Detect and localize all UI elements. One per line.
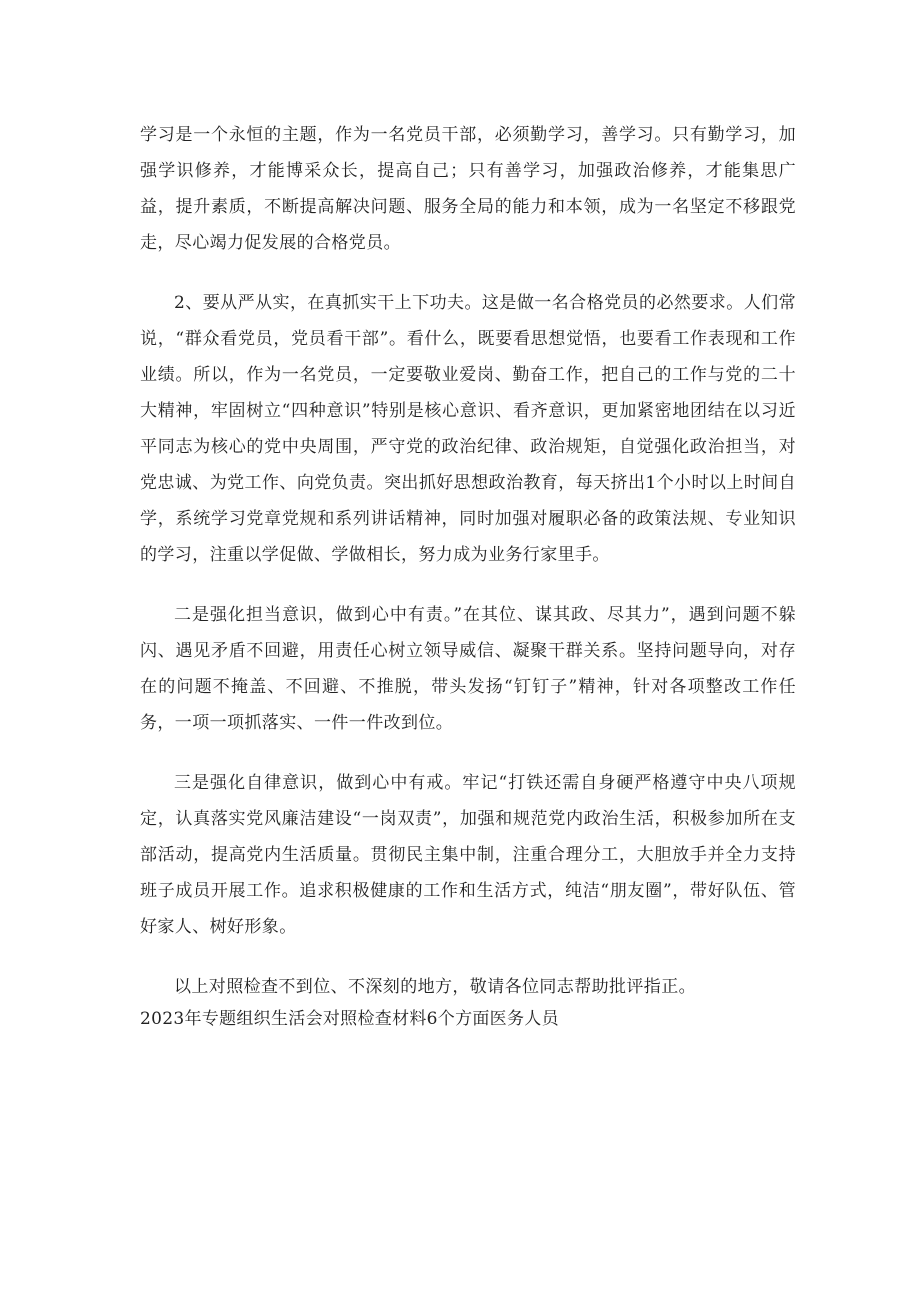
paragraph-strict-practice: 2、要从严从实，在真抓实干上下功夫。这是做一名合格党员的必然要求。人们常说，“群众看党员，党员看干部”。看什么，既要看思想觉悟，也要看工作表现和工作业绩。所以，作为一名党员，一定要敬业爱岗、勤奋工作，把自己的工作与党的二十大精神，牢固树立“四种意识”特别是核心意识、看齐意识，更加紧密地团结在以习近平同志为核心的党中央周围，严守党的政治纪律、政治规矩，自觉强化政治担当，对党忠诚、为党工作、向党负责。突出抓好思想政治教育，每天挤出1个小时以上时间自学，系统学习党章党规和系列讲话精神，同时加强对履职必备的政策法规、专业知识的学习，注重以学促做、学做相长，努力成为业务行家里手。 bbox=[140, 293, 796, 565]
document-footer-title: 2023年专题组织生活会对照检查材料6个方面医务人员 bbox=[140, 1009, 559, 1029]
document-body bbox=[140, 117, 796, 1033]
paragraph-closing: 以上对照检查不到位、不深刻的地方，敬请各位同志帮助批评指正。 bbox=[174, 977, 696, 997]
paragraph-study: 学习是一个永恒的主题，作为一名党员干部，必须勤学习，善学习。只有勤学习，加强学识修养，才能博采众长，提高自己；只有善学习，加强政治修养，才能集思广益，提升素质，不断提高解决问题、服务全局的能力和本领，成为一名坚定不移跟党走，尽心竭力促发展的合格党员。 bbox=[140, 125, 796, 253]
paragraph-responsibility: 二是强化担当意识，做到心中有责。”在其位、谋其政、尽其力”，遇到问题不躲闪、遇见矛盾不回避，用责任心树立领导威信、凝聚干群关系。坚持问题导向，对存在的问题不掩盖、不回避、不推脱，带头发扬“钉钉子”精神，针对各项整改工作任务，一项一项抓落实、一件一件改到位。 bbox=[140, 605, 796, 733]
paragraph-self-discipline: 三是强化自律意识，做到心中有戒。牢记“打铁还需自身硬严格遵守中央八项规定，认真落实党风廉洁建设“一岗双责”，加强和规范党内政治生活，积极参加所在支部活动，提高党内生活质量。贯彻民主集中制，注重合理分工，大胆放手并全力支持班子成员开展工作。追求积极健康的工作和生活方式，纯洁“朋友圈”，带好队伍、管好家人、树好形象。 bbox=[140, 773, 796, 937]
